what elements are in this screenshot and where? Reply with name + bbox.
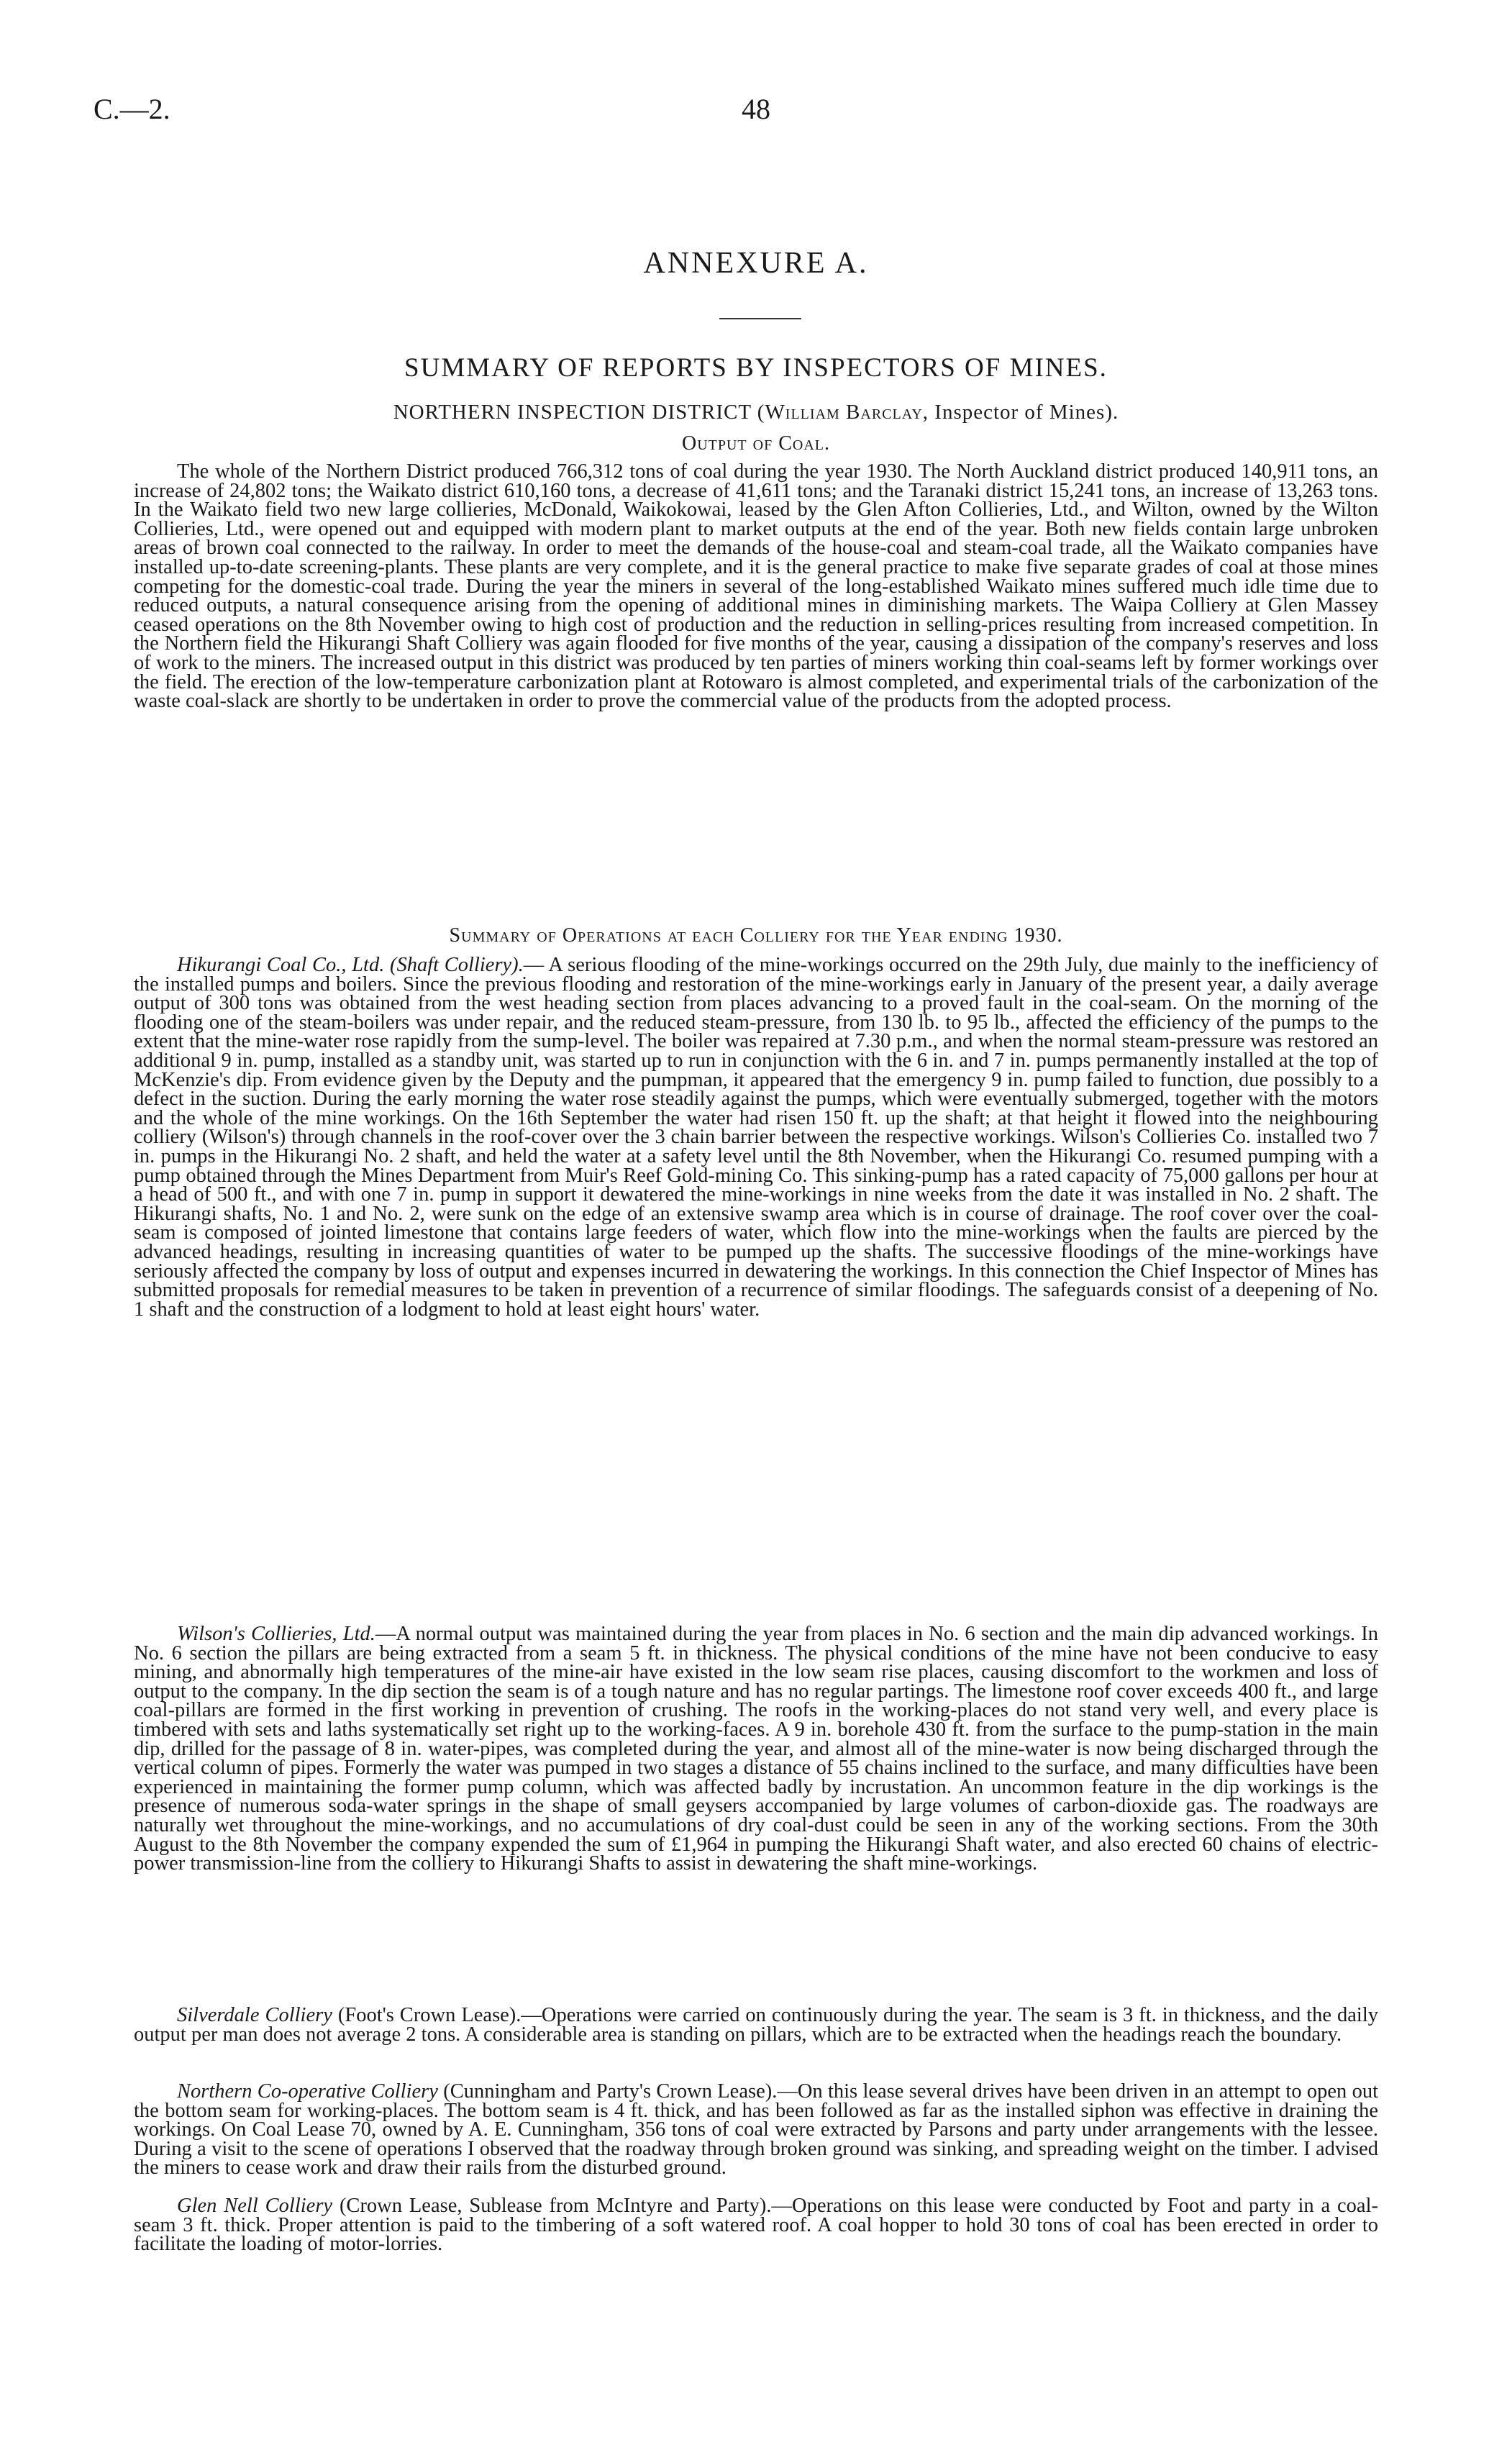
output-paragraph: The whole of the Northern District produced 766,312 tons of coal during the year 1930. The North Auckland district produced 140,911 tons, an increase of 24,802 tons; the Waikato district 610,160 tons, a decrease of 41,611 tons; and the Taranaki district 15,241 tons, an increase of 13,263 tons. In the Waikato field two new large collieries, McDonald, Waikokowai, leased by the Glen Afton Collieries, Ltd., and Wilton, owned by the Wilton Collieries, Ltd., were opened out and equipped with modern plant to market outputs at the end of the year. Both new fields contain large unbroken areas of brown coal connected to the railway. In order to meet the demands of the house-coal and steam-coal trade, all the Waikato companies have installed up-to-date screening-plants. These plants are very complete, and it is the general practice to make five separate grades of coal at those mines competing for the domestic-coal trade. During the year the miners in several of the long-established Waikato mines suffered much idle time due to reduced outputs, a natural consequence arising from the opening of additional mines in diminishing markets. The Waipa Colliery at Glen Massey ceased operations on the 8th November owing to high cost of production and the reduction in selling-prices resulting from increased competition. In the Northern field the Hikurangi Shaft Colliery was again flooded for five months of the year, causing a dissipation of the company's reserves and loss of work to the miners. The increased output in this district was produced by ten parties of miners working thin coal-seams left by former workings over the field. The erection of the low-temperature carbonization plant at Rotowaro is almost completed, and experimental trials of the carbonization of the waste coal-slack are shortly to be undertaken in order to prove the commercial value of the products from the adopted process.: [134, 460, 1378, 713]
summary-title: SUMMARY OF REPORTS BY INSPECTORS OF MINES.: [404, 353, 1108, 383]
inspector-name: William Barclay: [765, 401, 923, 424]
colliery-paragraph-silverdale: [134, 2006, 1378, 2044]
colliery-text: — A serious flooding of the mine-workings occurred on the 29th July, due mainly to the inefficiency of the installed pumps and boilers. Since the previous flooding and restoration of the mine-workings early in January of the present year, a daily average output of 300 tons was obtained from the west heading section from places advancing to a proved fault in the coal-seam. On the morning of the flooding one of the steam-boilers was under repair, and the reduced steam-pressure, from 130 lb. to 95 lb., affected the efficiency of the pumps to the extent that the mine-water rose rapidly from the sump-level. The boiler was repaired at 7.30 p.m., and when the normal steam-pressure was restored an additional 9 in. pump, installed as a standby unit, was started up to run in conjunction with the 6 in. and 7 in. pumps permanently installed at the top of McKenzie's dip. From evidence given by the Deputy and the pumpman, it appeared that the emergency 9 in. pump failed to function, due possibly to a defect in the suction. During the early morning the water rose steadily against the pumps, which were eventually submerged, together with the motors and the whole of the mine workings. On the 16th September the water had risen 150 ft. up the shaft; at that height it flowed into the neighbouring colliery (Wilson's) through channels in the roof-cover over the 3 chain barrier between the respective workings. Wilson's Collieries Co. installed two 7 in. pumps in the Hikurangi No. 2 shaft, and held the water at a safety level until the 8th November, when the Hikurangi Co. resumed pumping with a pump obtained through the Mines Department from Muir's Reef Gold-mining Co. This sinking-pump has a rated capacity of 75,000 gallons per hour at a head of 500 ft., and with one 7 in. pump in support it dewatered the mine-workings in nine weeks from the date it was installed in No. 2 shaft. The Hikurangi shafts, No. 1 and No. 2, were sunk on the edge of an extensive swamp area which is in course of drainage. The roof cover over the coal-seam is composed of jointed limestone that contains large feeders of water, which flow into the mine-workings when the faults are pierced by the advanced headings, resulting in increasing quantities of water to be pumped up the shafts. The successive floodings of the mine-workings have seriously affected the company by loss of output and expenses incurred in dewatering the workings. In this connection the Chief Inspector of Mines has submitted proposals for remedial measures to be taken in prevention of a recurrence of similar floodings. The safeguards consist of a deepening of No. 1 shaft and the construction of a lodgment to hold at least eight hours' water.: [134, 954, 1378, 1321]
colliery-name: Glen Nell Colliery: [177, 2195, 333, 2217]
district-heading: [0, 401, 1512, 424]
district-suffix: , Inspector of Mines).: [922, 401, 1119, 424]
colliery-text: (Crown Lease, Sublease from McIntyre and Party).—Operations on this lease were conducted by Foot and party in a coal-seam 3 ft. thick. Proper attention is paid to the timbering of a soft watered roof. A coal hopper to hold 30 tons of coal has been erected in order to facilitate the loading of motor-lorries.: [134, 2195, 1378, 2256]
colliery-text: —A normal output was maintained during the year from places in No. 6 section and the main dip advanced workings. In No. 6 section the pillars are being extracted from a seam 5 ft. in thickness. The physical conditions of the mine have not been conducive to easy mining, and abnormally high temperatures of the mine-air have existed in the low seam rise places, causing discomfort to the workmen and loss of output to the company. In the dip section the seam is of a tough nature and has no regular partings. The limestone roof cover exceeds 400 ft., and large coal-pillars are formed in the first working in prevention of crushing. The roofs in the working-places do not stand very well, and every place is timbered with sets and laths systematically set right up to the working-faces. A 9 in. borehole 430 ft. from the surface to the pump-station in the main dip, drilled for the passage of 8 in. water-pipes, was completed during the year, and almost all of the mine-water is now being discharged through the vertical column of pipes. Formerly the water was pumped in two stages a distance of 55 chains inclined to the surface, and many difficulties have been experienced in maintaining the former pump column, which was affected badly by incrustation. An uncommon feature in the dip workings is the presence of numerous soda-water springs in the shape of small geysers accompanied by large volumes of carbon-dioxide gas. The roadways are naturally wet throughout the mine-workings, and no accumulations of dry coal-dust could be seen in any of the working sections. From the 30th August to the 8th November the company expended the sum of £1,964 in pumping the Hikurangi Shaft water, and also erected 60 chains of electric-power transmission-line from the colliery to Hikurangi Shafts to assist in dewatering the shaft mine-workings.: [134, 1623, 1378, 1875]
colliery-name: Silverdale Colliery: [177, 2004, 332, 2026]
district-name: NORTHERN INSPECTION DISTRICT (: [393, 401, 765, 424]
document-code: C.—2.: [94, 93, 170, 125]
annex-title: ANNEXURE A.: [643, 247, 869, 280]
colliery-paragraph-wilsons: [134, 1625, 1378, 1874]
colliery-name: Wilson's Collieries, Ltd.: [177, 1623, 375, 1645]
colliery-paragraph-northern-coop: [134, 2082, 1378, 2178]
output-heading: Output of Coal.: [681, 432, 830, 455]
colliery-paragraph-glen-nell: [134, 2197, 1378, 2254]
operations-heading: Summary of Operations at each Colliery for the Year ending 1930.: [449, 924, 1063, 947]
colliery-text: (Foot's Crown Lease).—Operations were carried on continuously during the year. The seam is 3 ft. in thickness, and the daily output per man does not average 2 tons. A considerable area is standing on pillars, which are to be extracted when the headings reach the boundary.: [134, 2004, 1378, 2046]
page-number: 48: [742, 93, 770, 125]
colliery-name: Hikurangi Coal Co., Ltd. (Shaft Colliery).: [177, 954, 524, 976]
colliery-name: Northern Co-operative Colliery: [177, 2080, 438, 2103]
colliery-paragraph-hikurangi: [134, 956, 1378, 1319]
colliery-text: (Cunningham and Party's Crown Lease).—On this lease several drives have been driven in an attempt to open out the bottom seam for working-places. The bottom seam is 4 ft. thick, and has been followed as far as the installed siphon was effective in draining the workings. On Coal Lease 70, owned by A. E. Cunningham, 356 tons of coal were extracted by Parsons and party under arrangements with the lessee. During a visit to the scene of operations I observed that the roadway through broken ground was sinking, and spreading weight on the timber. I advised the miners to cease work and draw their rails from the disturbed ground.: [134, 2080, 1379, 2180]
title-divider: [719, 318, 801, 319]
